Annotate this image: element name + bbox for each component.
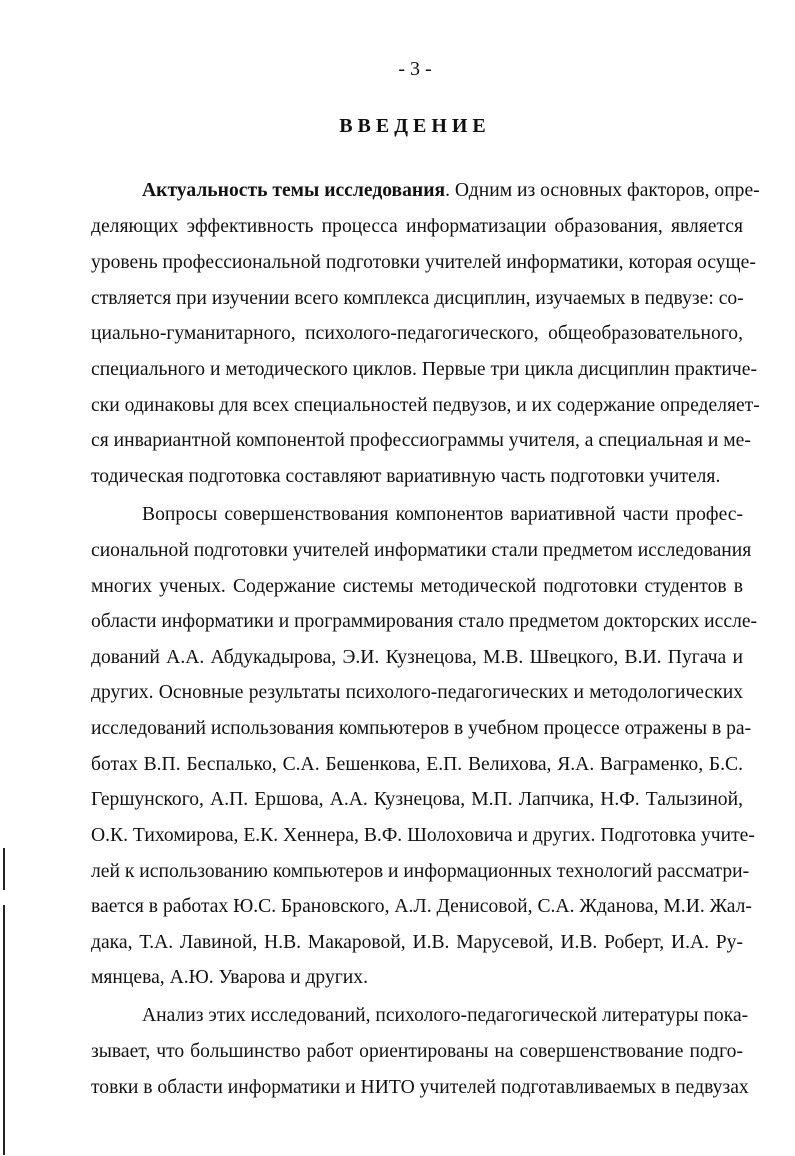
paragraph-1-line-8: ся инвариантной компонентой профессиограммы учителя, а специальная и ме- [91,430,751,451]
paragraph-1-line-3: уровень профессиональной подготовки учителей информатики, которая осуще- [91,252,756,273]
paragraph-1-line-4: ствляется при изучении всего комплекса дисциплин, изучаемых в педвузе: со- [91,288,744,309]
scan-edge-mark [3,848,5,890]
line-text: . Одним из основных факторов, опре- [445,180,760,201]
paragraph-2-line-14: мянцева, А.Ю. Уварова и других. [91,967,368,988]
paragraph-1-line-7: ски одинаковы для всех специальностей педвузов, и их содержание определяет- [91,395,760,416]
paragraph-2-line-5: дований А.А. Абдукадырова, Э.И. Кузнецова, М.В. Швецкого, В.И. Пугача и [91,647,743,668]
paragraph-2-line-3: многих ученых. Содержание системы методической подготовки студентов в [91,576,743,597]
paragraph-1-line-2: деляющих эффективность процесса информатизации образования, является [91,216,743,237]
paragraph-2-line-7: исследований использования компьютеров в учебном процессе отражены в ра- [91,718,752,739]
paragraph-2-line-11: лей к использованию компьютеров и информационных технологий рассматри- [91,861,750,882]
paragraph-2-line-9: Гершунского, А.П. Ершова, А.А. Кузнецова, М.П. Лапчика, Н.Ф. Талызиной, [91,789,743,810]
paragraph-3-line-3: товки в области информатики и НИТО учителей подготавливаемых в педвузах [91,1077,749,1098]
scan-edge-mark [3,905,5,1155]
paragraph-2-line-13: дака, Т.А. Лавиной, Н.В. Макаровой, И.В. Марусевой, И.В. Роберт, И.А. Ру- [91,932,743,953]
paragraph-2-line-6: других. Основные результаты психолого-педагогических и методологических [91,682,743,703]
paragraph-2-line-2: сиональной подготовки учителей информатики стали предметом исследования [91,540,752,561]
paragraph-1-line-6: специального и методического циклов. Первые три цикла дисциплин практиче- [91,359,757,380]
paragraph-3-line-1: Анализ этих исследований, психолого-педагогической литературы пока- [142,1005,749,1026]
paragraph-2-line-12: вается в работах Ю.С. Брановского, А.Л. Денисовой, С.А. Жданова, М.И. Жал- [91,896,752,917]
paragraph-2-line-8: ботах В.П. Беспалько, С.А. Бешенкова, Е.П. Велихова, Я.А. Ваграменко, Б.С. [91,754,743,775]
paragraph-1-line-1 [142,179,760,203]
paragraph-3-line-2: зывает, что большинство работ ориентированы на совершенствование подго- [91,1041,743,1062]
paragraph-2-line-4: области информатики и программирования стало предметом докторских иссле- [91,611,758,632]
bold-term: Актуальность темы исследования [142,180,446,201]
paragraph-1-line-5: циально-гуманитарного, психолого-педагогического, общеобразовательного, [91,323,743,344]
section-heading: ВВЕДЕНИЕ [339,115,491,137]
paragraph-1-line-9: тодическая подготовка составляют вариативную часть подготовки учителя. [91,466,721,487]
page-number: - 3 - [398,58,432,80]
paragraph-2-line-1: Вопросы совершенствования компонентов вариативной части профес- [142,504,743,525]
paragraph-2-line-10: О.К. Тихомирова, Е.К. Хеннера, В.Ф. Шолоховича и других. Подготовка учите- [91,825,755,846]
